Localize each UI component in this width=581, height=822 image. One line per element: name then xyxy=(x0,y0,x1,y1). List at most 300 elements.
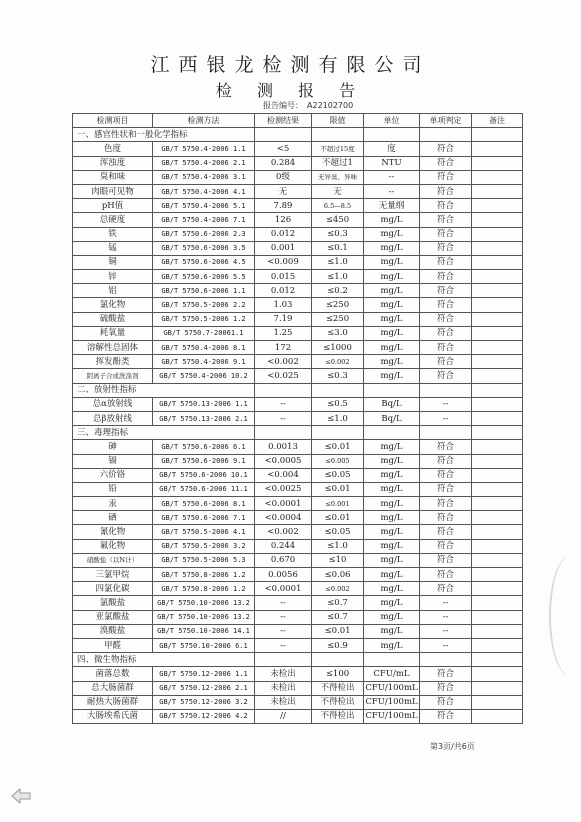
limit-cell: ≤450 xyxy=(312,213,364,227)
empty-cell xyxy=(420,426,472,440)
item-cell: 臭和味 xyxy=(73,170,153,184)
item-cell: 镉 xyxy=(73,454,153,468)
table-row xyxy=(73,695,523,709)
judgement-cell: 符合 xyxy=(420,568,472,582)
judgement-cell: 符合 xyxy=(420,241,472,255)
limit-cell: ≤10 xyxy=(312,553,364,567)
judgement-cell: 符合 xyxy=(420,468,472,482)
method-cell: GB/T 5750.10-2006 6.1 xyxy=(153,638,255,652)
back-arrow-icon[interactable] xyxy=(10,788,32,804)
limit-cell: ≤0.1 xyxy=(312,241,364,255)
remark-cell xyxy=(472,709,523,723)
limit-cell: ≤3.0 xyxy=(312,326,364,340)
report-number-value: A22102700 xyxy=(307,101,354,110)
remark-cell xyxy=(472,610,523,624)
method-cell: GB/T 5750.6-2006 7.1 xyxy=(153,511,255,525)
table-row xyxy=(73,582,523,596)
method-cell: GB/T 5750.10-2006 14.1 xyxy=(153,624,255,638)
empty-cell xyxy=(472,128,523,142)
unit-cell: mg/L xyxy=(364,582,420,596)
judgement-cell: 符合 xyxy=(420,270,472,284)
result-cell: <0.0005 xyxy=(255,454,312,468)
unit-cell: mg/L xyxy=(364,440,420,454)
judgement-cell: 符合 xyxy=(420,199,472,213)
report-number xyxy=(263,100,353,111)
limit-cell: ≤0.06 xyxy=(312,568,364,582)
limit-cell: ≤1.0 xyxy=(312,539,364,553)
judgement-cell: 符合 xyxy=(420,170,472,184)
method-cell: GB/T 5750.5-2006 2.2 xyxy=(153,298,255,312)
unit-cell: mg/L xyxy=(364,355,420,369)
table-row xyxy=(73,411,523,425)
table-row xyxy=(73,497,523,511)
limit-cell: ≤250 xyxy=(312,298,364,312)
remark-cell xyxy=(472,355,523,369)
unit-cell: CFU/100mL xyxy=(364,709,420,723)
result-cell: -- xyxy=(255,610,312,624)
result-cell: 0.284 xyxy=(255,156,312,170)
unit-cell: mg/L xyxy=(364,610,420,624)
judgement-cell: 符合 xyxy=(420,709,472,723)
result-cell: 7.89 xyxy=(255,199,312,213)
limit-cell: ≤0.002 xyxy=(312,355,364,369)
judgement-cell: 符合 xyxy=(420,454,472,468)
result-cell: 0.015 xyxy=(255,270,312,284)
method-cell: GB/T 5750.13-2006 2.1 xyxy=(153,411,255,425)
result-cell: <0.0004 xyxy=(255,511,312,525)
report-number-label: 报告编号： xyxy=(263,101,303,110)
method-cell: GB/T 5750.5-2006 4.1 xyxy=(153,525,255,539)
result-cell: <0.002 xyxy=(255,355,312,369)
item-cell: 六价铬 xyxy=(73,468,153,482)
method-cell: GB/T 5750.8-2006 1.2 xyxy=(153,582,255,596)
limit-cell: ≤0.05 xyxy=(312,525,364,539)
table-row xyxy=(73,596,523,610)
section-row xyxy=(73,128,523,142)
result-cell: 0.0056 xyxy=(255,568,312,582)
item-cell: 甲醛 xyxy=(73,638,153,652)
table-row xyxy=(73,170,523,184)
column-header: 检测结果 xyxy=(255,114,312,128)
limit-cell: ≤100 xyxy=(312,667,364,681)
item-cell: 大肠埃希氏菌 xyxy=(73,709,153,723)
judgement-cell: 符合 xyxy=(420,142,472,156)
unit-cell: mg/L xyxy=(364,255,420,269)
column-header: 单项判定 xyxy=(420,114,472,128)
method-cell: GB/T 5750.6-2006 1.1 xyxy=(153,284,255,298)
item-cell: 溶解性总固体 xyxy=(73,341,153,355)
unit-cell: CFU/mL xyxy=(364,667,420,681)
item-cell: pH值 xyxy=(73,199,153,213)
judgement-cell: 符合 xyxy=(420,511,472,525)
method-cell: GB/T 5750.5-2006 5.3 xyxy=(153,553,255,567)
item-cell: 色度 xyxy=(73,142,153,156)
result-cell: 未检出 xyxy=(255,667,312,681)
result-cell: 0.012 xyxy=(255,227,312,241)
result-cell: 1.03 xyxy=(255,298,312,312)
method-cell: GB/T 5750.10-2006 13.2 xyxy=(153,596,255,610)
item-cell: 浑浊度 xyxy=(73,156,153,170)
table-row xyxy=(73,667,523,681)
section-row xyxy=(73,653,523,667)
judgement-cell: 符合 xyxy=(420,326,472,340)
unit-cell: mg/L xyxy=(364,482,420,496)
section-title: 四、微生物指标 xyxy=(73,653,255,667)
limit-cell: ≤0.001 xyxy=(312,497,364,511)
item-cell: 四氯化碳 xyxy=(73,582,153,596)
limit-cell: ≤0.3 xyxy=(312,369,364,383)
table-row xyxy=(73,284,523,298)
unit-cell: 度 xyxy=(364,142,420,156)
remark-cell xyxy=(472,213,523,227)
unit-cell: mg/L xyxy=(364,341,420,355)
judgement-cell: 符合 xyxy=(420,213,472,227)
remark-cell xyxy=(472,667,523,681)
remark-cell xyxy=(472,468,523,482)
result-cell: 0.244 xyxy=(255,539,312,553)
result-cell: <0.0025 xyxy=(255,482,312,496)
judgement-cell: -- xyxy=(420,411,472,425)
empty-cell xyxy=(420,383,472,397)
result-cell: -- xyxy=(255,411,312,425)
item-cell: 挥发酚类 xyxy=(73,355,153,369)
item-cell: 耐热大肠菌群 xyxy=(73,695,153,709)
method-cell: GB/T 5750.6-2006 3.5 xyxy=(153,241,255,255)
result-cell: // xyxy=(255,709,312,723)
table-header-row xyxy=(73,114,523,128)
seal-stamp xyxy=(549,556,581,676)
judgement-cell: -- xyxy=(420,610,472,624)
remark-cell xyxy=(472,454,523,468)
remark-cell xyxy=(472,624,523,638)
result-cell: <5 xyxy=(255,142,312,156)
judgement-cell: 符合 xyxy=(420,440,472,454)
limit-cell: 6.5—8.5 xyxy=(312,199,364,213)
limit-cell: ≤0.2 xyxy=(312,284,364,298)
item-cell: 溴酸盐 xyxy=(73,624,153,638)
result-cell: -- xyxy=(255,638,312,652)
section-title: 二、放射性指标 xyxy=(73,383,255,397)
method-cell: GB/T 5750.6-2006 9.1 xyxy=(153,454,255,468)
result-cell: 126 xyxy=(255,213,312,227)
remark-cell xyxy=(472,440,523,454)
column-header: 检测项目 xyxy=(73,114,153,128)
method-cell: GB/T 5750.6-2006 10.1 xyxy=(153,468,255,482)
limit-cell: ≤0.05 xyxy=(312,468,364,482)
remark-cell xyxy=(472,241,523,255)
column-header: 单位 xyxy=(364,114,420,128)
remark-cell xyxy=(472,539,523,553)
remark-cell xyxy=(472,227,523,241)
unit-cell: -- xyxy=(364,170,420,184)
remark-cell xyxy=(472,638,523,652)
item-cell: 铜 xyxy=(73,255,153,269)
empty-cell xyxy=(312,653,364,667)
table-row xyxy=(73,624,523,638)
table-row xyxy=(73,341,523,355)
judgement-cell: 符合 xyxy=(420,582,472,596)
empty-cell xyxy=(472,426,523,440)
result-cell: <0.0001 xyxy=(255,582,312,596)
method-cell: GB/T 5750.4-2006 10.2 xyxy=(153,369,255,383)
empty-cell xyxy=(420,653,472,667)
unit-cell: mg/L xyxy=(364,454,420,468)
empty-cell xyxy=(364,128,420,142)
remark-cell xyxy=(472,284,523,298)
method-cell: GB/T 5750.6-2006 5.5 xyxy=(153,270,255,284)
empty-cell xyxy=(312,128,364,142)
table-row xyxy=(73,184,523,198)
result-cell: 172 xyxy=(255,341,312,355)
judgement-cell: 符合 xyxy=(420,156,472,170)
judgement-cell: 符合 xyxy=(420,667,472,681)
method-cell: GB/T 5750.7-20061.1 xyxy=(153,326,255,340)
unit-cell: mg/L xyxy=(364,511,420,525)
method-cell: GB/T 5750.4-2006 3.1 xyxy=(153,170,255,184)
remark-cell xyxy=(472,156,523,170)
method-cell: GB/T 5750.6-2006 2.3 xyxy=(153,227,255,241)
result-cell: <0.025 xyxy=(255,369,312,383)
table-row xyxy=(73,553,523,567)
empty-cell xyxy=(472,383,523,397)
item-cell: 三氯甲烷 xyxy=(73,568,153,582)
unit-cell: mg/L xyxy=(364,284,420,298)
unit-cell: mg/L xyxy=(364,312,420,326)
table-row xyxy=(73,199,523,213)
unit-cell: mg/L xyxy=(364,497,420,511)
limit-cell: ≤0.7 xyxy=(312,610,364,624)
remark-cell xyxy=(472,497,523,511)
method-cell: GB/T 5750.8-2006 1.2 xyxy=(153,568,255,582)
table-row xyxy=(73,270,523,284)
item-cell: 锌 xyxy=(73,270,153,284)
unit-cell: mg/L xyxy=(364,213,420,227)
section-title: 三、毒理指标 xyxy=(73,426,255,440)
item-cell: 菌落总数 xyxy=(73,667,153,681)
table-row xyxy=(73,468,523,482)
unit-cell: Bq/L xyxy=(364,411,420,425)
table-row xyxy=(73,355,523,369)
organization-name: 江西银龙检测有限公司 xyxy=(150,54,431,76)
result-cell: -- xyxy=(255,624,312,638)
result-cell: 0级 xyxy=(255,170,312,184)
method-cell: GB/T 5750.6-2006 6.1 xyxy=(153,440,255,454)
unit-cell: mg/L xyxy=(364,624,420,638)
empty-cell xyxy=(255,653,312,667)
document-title: 检 测 报 告 xyxy=(215,81,366,100)
limit-cell: ≤0.5 xyxy=(312,397,364,411)
unit-cell: mg/L xyxy=(364,568,420,582)
table-row xyxy=(73,369,523,383)
table-row xyxy=(73,440,523,454)
remark-cell xyxy=(472,596,523,610)
section-title: 一、感官性状和一般化学指标 xyxy=(73,128,255,142)
table-row xyxy=(73,681,523,695)
limit-cell: ≤0.002 xyxy=(312,582,364,596)
result-cell: -- xyxy=(255,397,312,411)
judgement-cell: 符合 xyxy=(420,184,472,198)
limit-cell: 不超过1 xyxy=(312,156,364,170)
item-cell: 氯酸盐 xyxy=(73,596,153,610)
unit-cell: mg/L xyxy=(364,468,420,482)
table-row xyxy=(73,156,523,170)
result-cell: 未检出 xyxy=(255,695,312,709)
remark-cell xyxy=(472,695,523,709)
unit-cell: CFU/100mL xyxy=(364,695,420,709)
judgement-cell: 符合 xyxy=(420,482,472,496)
remark-cell xyxy=(472,568,523,582)
limit-cell: ≤0.3 xyxy=(312,227,364,241)
item-cell: 肉眼可见物 xyxy=(73,184,153,198)
table-row xyxy=(73,525,523,539)
remark-cell xyxy=(472,270,523,284)
column-header: 限值 xyxy=(312,114,364,128)
table-row xyxy=(73,213,523,227)
unit-cell: NTU xyxy=(364,156,420,170)
result-cell: <0.009 xyxy=(255,255,312,269)
item-cell: 亚氯酸盐 xyxy=(73,610,153,624)
method-cell: GB/T 5750.6-2006 4.5 xyxy=(153,255,255,269)
section-row xyxy=(73,383,523,397)
item-cell: 氯化物 xyxy=(73,298,153,312)
judgement-cell: -- xyxy=(420,596,472,610)
empty-cell xyxy=(312,426,364,440)
result-cell: 0.012 xyxy=(255,284,312,298)
remark-cell xyxy=(472,184,523,198)
remark-cell xyxy=(472,312,523,326)
table-row xyxy=(73,142,523,156)
result-cell: -- xyxy=(255,596,312,610)
method-cell: GB/T 5750.10-2006 13.2 xyxy=(153,610,255,624)
result-cell: 7.19 xyxy=(255,312,312,326)
limit-cell: 无异臭、异味 xyxy=(312,170,364,184)
column-header: 检测方法 xyxy=(153,114,255,128)
item-cell: 汞 xyxy=(73,497,153,511)
judgement-cell: 符合 xyxy=(420,553,472,567)
method-cell: GB/T 5750.12-2006 1.1 xyxy=(153,667,255,681)
empty-cell xyxy=(472,653,523,667)
unit-cell: mg/L xyxy=(364,227,420,241)
judgement-cell: 符合 xyxy=(420,681,472,695)
unit-cell: mg/L xyxy=(364,298,420,312)
item-cell: 铁 xyxy=(73,227,153,241)
item-cell: 铝 xyxy=(73,284,153,298)
judgement-cell: 符合 xyxy=(420,341,472,355)
table-row xyxy=(73,482,523,496)
remark-cell xyxy=(472,582,523,596)
judgement-cell: 符合 xyxy=(420,369,472,383)
remark-cell xyxy=(472,255,523,269)
table-row xyxy=(73,568,523,582)
item-cell: 砷 xyxy=(73,440,153,454)
empty-cell xyxy=(255,383,312,397)
empty-cell xyxy=(364,426,420,440)
limit-cell: ≤1.0 xyxy=(312,270,364,284)
unit-cell: CFU/100mL xyxy=(364,681,420,695)
unit-cell: mg/L xyxy=(364,539,420,553)
item-cell: 锰 xyxy=(73,241,153,255)
method-cell: GB/T 5750.5-2006 1.2 xyxy=(153,312,255,326)
page-number: 第3页/共6页 xyxy=(430,742,475,751)
limit-cell: 无 xyxy=(312,184,364,198)
empty-cell xyxy=(255,128,312,142)
remark-cell xyxy=(472,397,523,411)
unit-cell: -- xyxy=(364,184,420,198)
item-cell: 总β放射线 xyxy=(73,411,153,425)
limit-cell: ≤0.01 xyxy=(312,624,364,638)
remark-cell xyxy=(472,142,523,156)
result-cell: <0.0001 xyxy=(255,497,312,511)
table-row xyxy=(73,511,523,525)
table-row xyxy=(73,227,523,241)
empty-cell xyxy=(420,128,472,142)
judgement-cell: 符合 xyxy=(420,298,472,312)
method-cell: GB/T 5750.4-2006 2.1 xyxy=(153,156,255,170)
table-row xyxy=(73,326,523,340)
limit-cell: ≤0.005 xyxy=(312,454,364,468)
result-cell: 0.001 xyxy=(255,241,312,255)
result-cell: 未检出 xyxy=(255,681,312,695)
judgement-cell: -- xyxy=(420,624,472,638)
unit-cell: mg/L xyxy=(364,241,420,255)
limit-cell: 不得检出 xyxy=(312,709,364,723)
method-cell: GB/T 5750.12-2006 4.2 xyxy=(153,709,255,723)
method-cell: GB/T 5750.6-2006 11.1 xyxy=(153,482,255,496)
judgement-cell: 符合 xyxy=(420,227,472,241)
table-row xyxy=(73,610,523,624)
results-table xyxy=(72,113,523,724)
remark-cell xyxy=(472,482,523,496)
judgement-cell: 符合 xyxy=(420,284,472,298)
table-row xyxy=(73,397,523,411)
judgement-cell: 符合 xyxy=(420,695,472,709)
unit-cell: 无量纲 xyxy=(364,199,420,213)
limit-cell: 不超过15度 xyxy=(312,142,364,156)
remark-cell xyxy=(472,553,523,567)
judgement-cell: 符合 xyxy=(420,255,472,269)
item-cell: 阴离子合成洗涤剂 xyxy=(73,369,153,383)
judgement-cell: 符合 xyxy=(420,312,472,326)
table-row xyxy=(73,312,523,326)
judgement-cell: -- xyxy=(420,397,472,411)
judgement-cell: 符合 xyxy=(420,497,472,511)
unit-cell: mg/L xyxy=(364,326,420,340)
item-cell: 总α放射线 xyxy=(73,397,153,411)
method-cell: GB/T 5750.4-2006 8.1 xyxy=(153,341,255,355)
table-row xyxy=(73,709,523,723)
item-cell: 氰化物 xyxy=(73,525,153,539)
table-row xyxy=(73,454,523,468)
table-row xyxy=(73,638,523,652)
empty-cell xyxy=(255,426,312,440)
item-cell: 铅 xyxy=(73,482,153,496)
table-row xyxy=(73,241,523,255)
table-row xyxy=(73,539,523,553)
remark-cell xyxy=(472,511,523,525)
limit-cell: ≤1.0 xyxy=(312,411,364,425)
method-cell: GB/T 5750.12-2006 2.1 xyxy=(153,681,255,695)
method-cell: GB/T 5750.13-2006 1.1 xyxy=(153,397,255,411)
item-cell: 总大肠菌群 xyxy=(73,681,153,695)
method-cell: GB/T 5750.4-2006 7.1 xyxy=(153,213,255,227)
empty-cell xyxy=(364,383,420,397)
item-cell: 硝酸盐（以N计） xyxy=(73,553,153,567)
limit-cell: ≤250 xyxy=(312,312,364,326)
limit-cell: ≤1.0 xyxy=(312,255,364,269)
method-cell: GB/T 5750.6-2006 8.1 xyxy=(153,497,255,511)
limit-cell: ≤0.01 xyxy=(312,482,364,496)
table-row xyxy=(73,298,523,312)
